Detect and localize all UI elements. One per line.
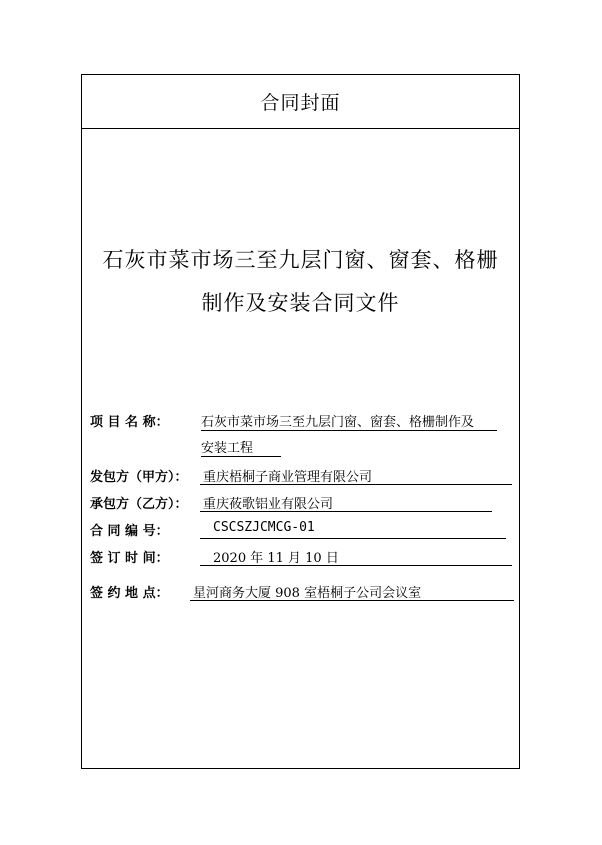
cover-header-title: 合同封面 [260,92,341,114]
party-b-value: 重庆莜歌铝业有限公司 [203,497,334,512]
party-a-label: 发包方（甲方）： [90,470,188,485]
contract-no-underline [200,538,506,539]
party-a-value: 重庆梧桐子商业管理有限公司 [203,470,373,485]
sign-date-underline [200,565,512,566]
cover-frame [81,74,520,769]
sign-place-value: 星河商务大厦 908 室梧桐子公司会议室 [193,586,422,601]
party-a-underline [200,484,512,485]
contract-no-label: 合 同 编 号： [90,524,169,539]
main-title-line1: 石灰市菜市场三至九层门窗、窗套、格栅 [102,248,499,272]
sign-place-underline [190,600,514,601]
sign-date-label: 签 订 时 间： [90,551,169,566]
project-name-underline-1 [201,430,497,431]
project-name-underline-2 [201,456,281,457]
party-b-label: 承包方（乙方）： [90,497,188,512]
contract-no-value: CSCSZJCMCG-01 [213,520,315,535]
cover-header [82,75,519,129]
sign-place-label: 签 约 地 点： [90,586,169,601]
sign-date-value: 2020 年 11 月 10 日 [213,551,339,566]
project-name-label: 项 目 名 称： [90,415,169,430]
project-name-value-line1: 石灰市菜市场三至九层门窗、窗套、格栅制作及 [201,415,475,430]
main-title-line2: 制作及安装合同文件 [201,291,400,315]
party-b-underline [200,511,492,512]
project-name-value-line2: 安装工程 [201,441,254,456]
